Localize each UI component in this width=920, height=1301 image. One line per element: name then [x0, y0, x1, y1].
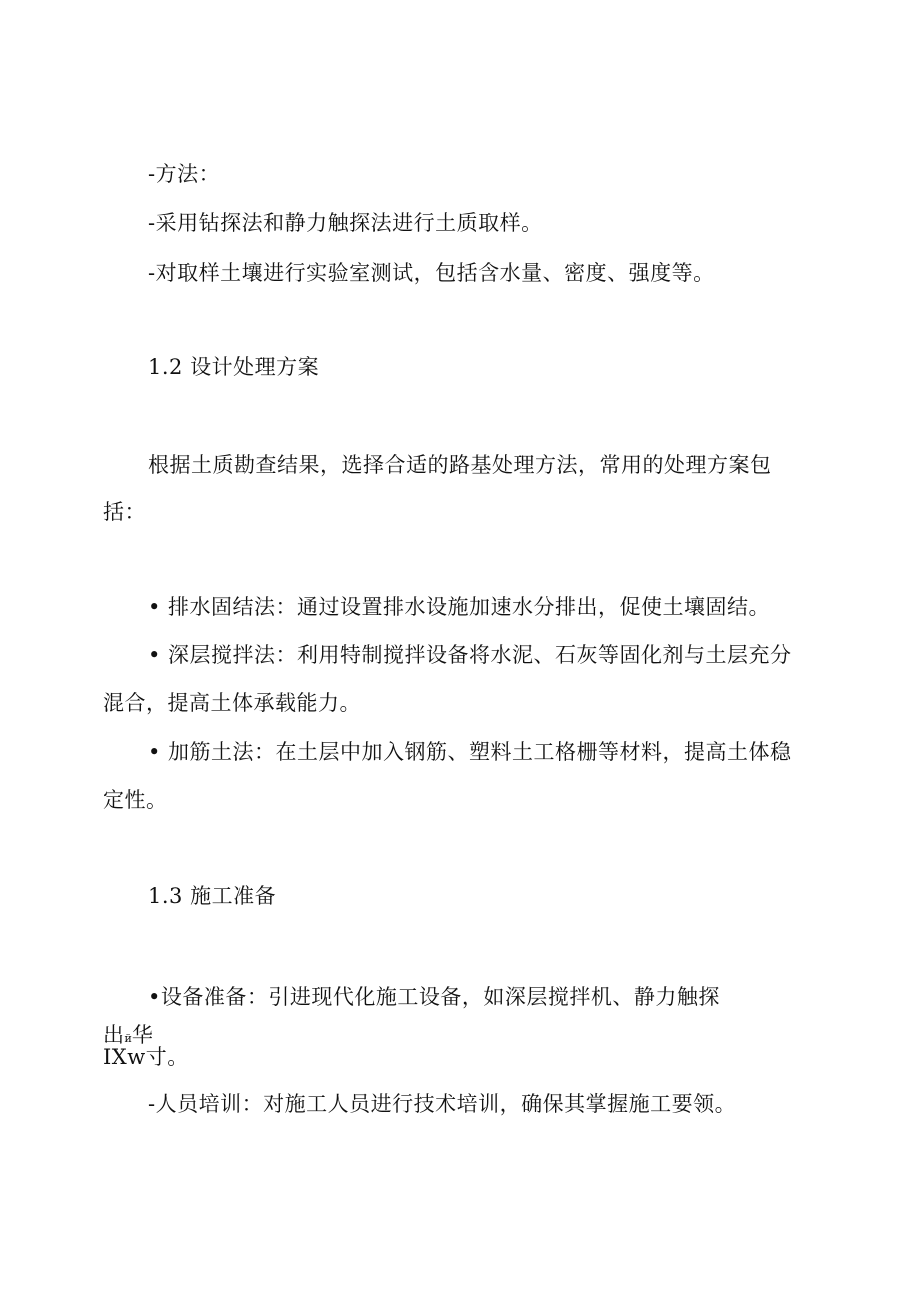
equipment-prep-line-1: •设备准备：引进现代化施工设备，如深层搅拌机、静力触探 [148, 985, 720, 1009]
bullet-reinforced-line-1: • 加筋土法：在土层中加入钢筋、塑料土工格栅等材料，提高土体稳 [148, 740, 792, 764]
bullet-deep-mixing-line-1: • 深层搅拌法：利用特制搅拌设备将水泥、石灰等固化剂与土层充分 [148, 643, 792, 667]
section-heading-1-3: 1.3 施工准备 [148, 884, 277, 908]
garbled-text-3: 华 [131, 1023, 154, 1047]
section-heading-1-2: 1.2 设计处理方案 [148, 355, 320, 379]
equipment-prep-line-3: IXw寸。 [103, 1045, 189, 1069]
method-heading: -方法： [148, 162, 221, 186]
staff-training: -人员培训：对施工人员进行技术培训，确保其掌握施工要领。 [148, 1092, 737, 1116]
paragraph-line-1: 根据土质勘查结果，选择合适的路基处理方法，常用的处理方案包 [148, 453, 772, 477]
bullet-deep-mixing-line-2: 混合，提高土体承载能力。 [103, 691, 361, 715]
bullet-drainage: • 排水固结法：通过设置排水设施加速水分排出，促使土壤固结。 [148, 595, 771, 619]
garbled-text-2: й [124, 1032, 132, 1045]
paragraph-line-2: 括： [103, 500, 146, 524]
bullet-reinforced-line-2: 定性。 [103, 788, 168, 812]
method-item-testing: -对取样土壤进行实验室测试，包括含水量、密度、强度等。 [148, 261, 715, 285]
garbled-text-1: 出 [103, 1023, 125, 1047]
method-item-sampling: -采用钻探法和静力触探法进行土质取样。 [148, 211, 543, 235]
